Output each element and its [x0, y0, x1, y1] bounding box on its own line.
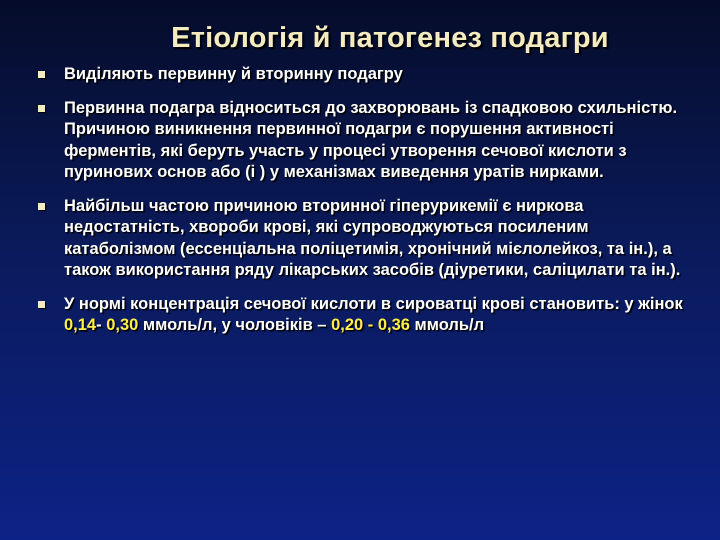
bullet-text: Первинна подагра відноситься до захворювань із спадковою схильністю. Причиною виникнення первинної подагри є порушення активності ферментів, які беруть участь у процесі утворення сечової кислоти з пуринових основ або (і ) у механізмах виведення уратів нирками. — [64, 98, 678, 181]
square-bullet-icon — [38, 301, 45, 308]
bullet-text: Найбільш частою причиною вторинної гіперурикемії є ниркова недостатність, хвороби крові, які супроводжуються посиленим катаболізмом (ессенціальна поліцетимія, хронічний мієлолейкоз, та ін.), а також використання ряду лікарських засобів (діуретики, саліцилати та ін.). — [64, 196, 681, 279]
slide-title: Етіологія й патогенез подагри — [171, 22, 609, 54]
square-bullet-icon — [38, 71, 45, 78]
bullet-text-part: ммоль/л, у чоловіків – — [138, 316, 332, 334]
square-bullet-icon — [38, 105, 45, 112]
bullet-text-part: - — [96, 316, 107, 334]
bullet-text: Виділяють первинну й вторинну подагру — [64, 65, 403, 83]
bullet-text-part: У нормі концентрація сечової кислоти в сироватці крові становить: у жінок — [64, 294, 683, 313]
square-bullet-icon — [38, 203, 45, 210]
bullet-list — [34, 64, 694, 349]
bullet-text-part: ммоль/л — [409, 316, 485, 334]
female-range-low: 0,14 — [64, 316, 97, 334]
bullet-item-1 — [34, 64, 694, 86]
bullet-item-3 — [34, 196, 694, 282]
bullet-item-2 — [34, 98, 694, 184]
bullet-item-4 — [34, 294, 694, 337]
male-range: 0,20 - 0,36 — [331, 316, 410, 334]
female-range-high: 0,30 — [106, 316, 139, 334]
